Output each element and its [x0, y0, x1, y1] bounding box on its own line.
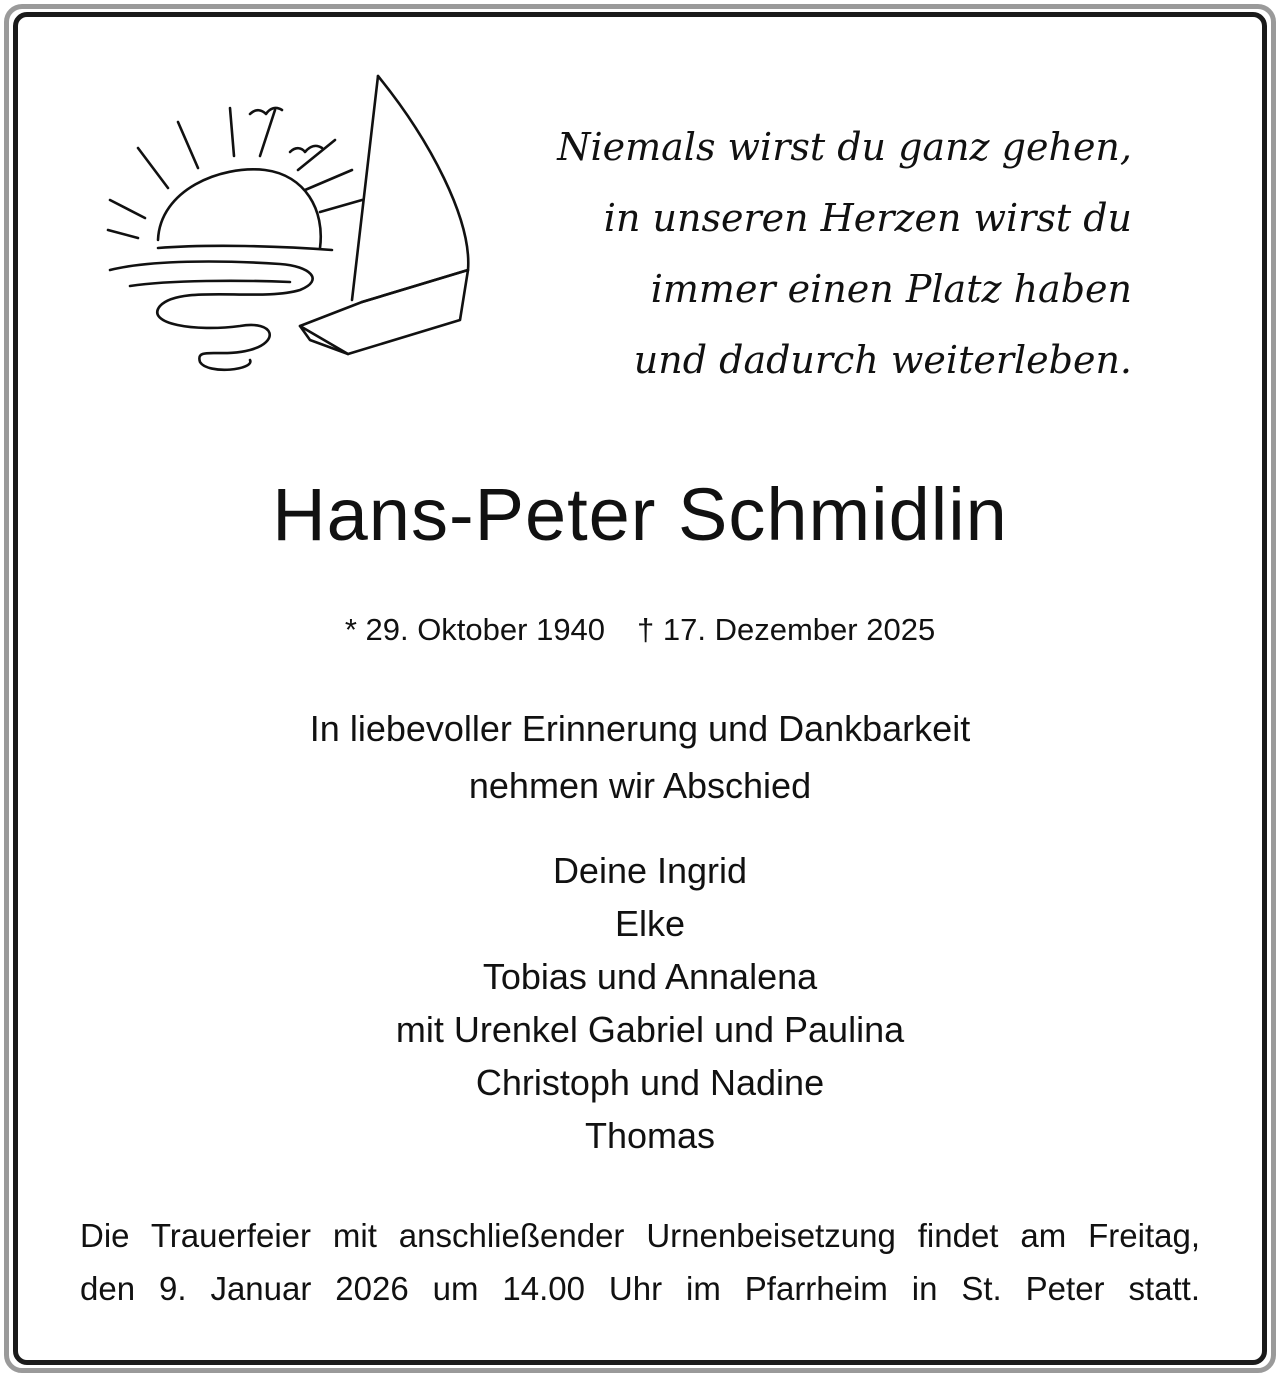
mourner-line: Tobias und Annalena [482, 956, 818, 997]
verse-line: Niemals wirst du ganz gehen, [557, 125, 1132, 169]
mourner-line: Thomas [584, 1115, 716, 1156]
funeral-service-notice [80, 1209, 1200, 1315]
life-dates [0, 612, 1280, 648]
sailboat-icon [300, 76, 468, 354]
verse-line: und dadurch weiterleben. [633, 338, 1132, 382]
mourner-line: Elke [614, 903, 686, 944]
wave-icon [110, 246, 332, 370]
verse-line: in unseren Herzen wirst du [603, 196, 1132, 240]
remembrance-text [0, 700, 1280, 814]
death-date: † 17. Dezember 2025 [637, 612, 936, 647]
sun-icon [108, 108, 362, 248]
verse-line: immer einen Platz haben [650, 267, 1132, 311]
service-line: den 9. Januar 2026 um 14.00 Uhr im Pfarrheim in St. Peter statt. [80, 1270, 1200, 1307]
deceased-name: Hans-Peter Schmidlin [272, 473, 1008, 556]
mourners-list [0, 844, 1280, 1162]
service-line: Die Trauerfeier mit anschließender Urnenbeisetzung findet am Freitag, [80, 1217, 1200, 1254]
remembrance-line: nehmen wir Abschied [468, 765, 812, 806]
seagull-icon [250, 108, 322, 152]
mourner-line: mit Urenkel Gabriel und Paulina [395, 1009, 905, 1050]
sunset-sailboat-illustration [100, 70, 480, 400]
mourner-line: Christoph und Nadine [475, 1062, 825, 1103]
remembrance-line: In liebevoller Erinnerung und Dankbarkeit [309, 708, 971, 749]
birth-date: * 29. Oktober 1940 [344, 612, 606, 647]
memorial-verse [492, 112, 1132, 396]
mourner-line: Deine Ingrid [552, 850, 748, 891]
